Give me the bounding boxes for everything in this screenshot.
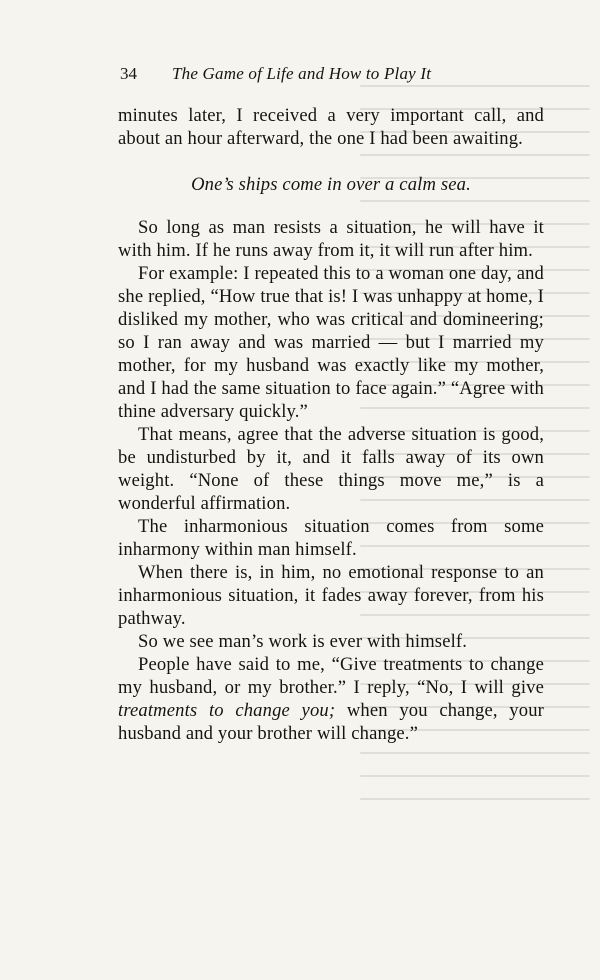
page-number: 34 bbox=[120, 64, 137, 83]
treatments-text-start: People have said to me, “Give treatments to change my husband, or my brother.” I reply, “No, I will give bbox=[118, 654, 544, 698]
running-title: The Game of Life and How to Play It bbox=[172, 64, 432, 83]
treatments-text-end: when you change, your husband and your brother will change.” bbox=[118, 700, 544, 744]
paragraph-example: For example: I repeated this to a woman one day, and she replied, “How true that is! I was unhappy at home, I disliked my mother, who was critical and domineering; so I ran away and was married — but I married my mother, for my husband was exactly like my mother, and I had the same situation to face again.” “Agree with thine adversary quickly.” bbox=[118, 263, 544, 422]
paragraph-emotional-response: When there is, in him, no emotional response to an inharmonious situation, it fades away forever, from his pathway. bbox=[118, 562, 544, 629]
paragraph-continuation: minutes later, I received a very important call, and about an hour afterward, the one I had been awaiting. bbox=[118, 105, 544, 149]
treatments-emphasis: treatments to change you; bbox=[118, 700, 336, 721]
paragraph-agree: That means, agree that the adverse situation is good, be undisturbed by it, and it falls away of its own weight. “None of these things move me,” is a wonderful affirmation. bbox=[118, 424, 544, 514]
paragraph-inharmonious: The inharmonious situation comes from some inharmony within man himself. bbox=[118, 516, 544, 560]
paragraph-resists-situation: So long as man resists a situation, he will have it with him. If he runs away from it, it will run after him. bbox=[118, 217, 544, 261]
page-header bbox=[120, 64, 550, 84]
paragraph-treatments bbox=[118, 653, 544, 745]
page-body bbox=[118, 104, 544, 745]
epigraph: One’s ships come in over a calm sea. bbox=[191, 174, 471, 195]
paragraph-mans-work: So we see man’s work is ever with himself. bbox=[138, 631, 468, 652]
